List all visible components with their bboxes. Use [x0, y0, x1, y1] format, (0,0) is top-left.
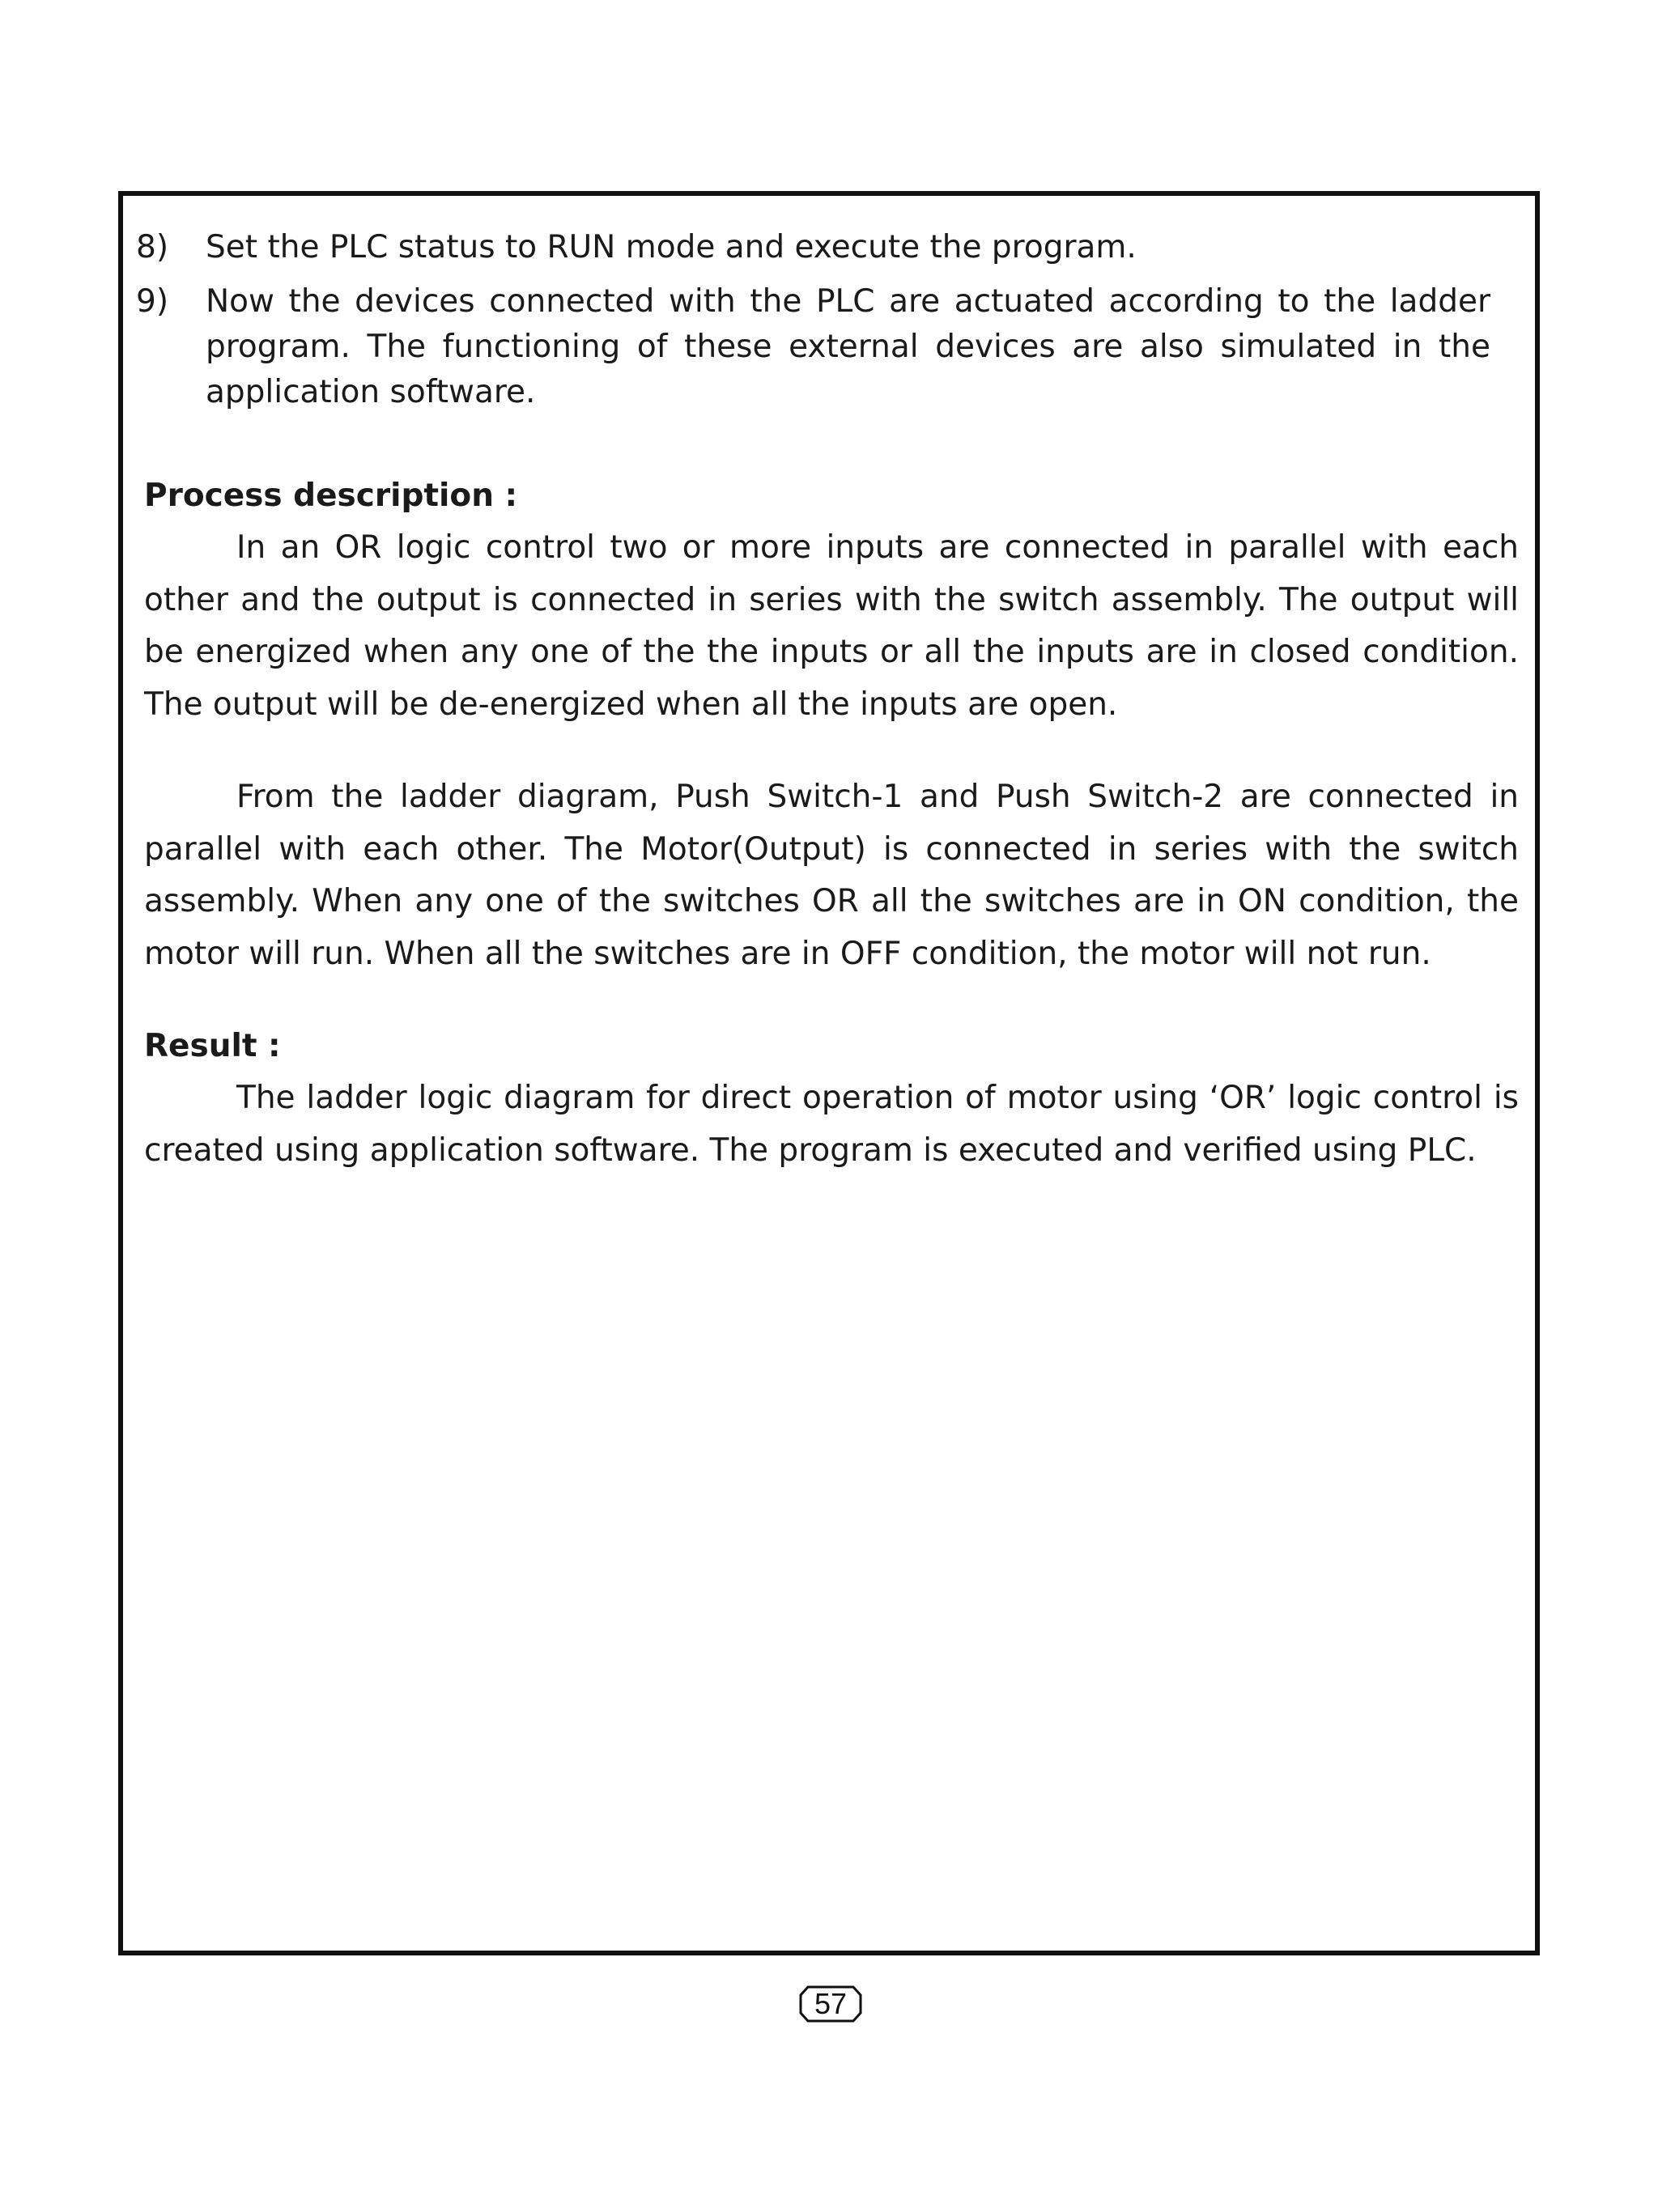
spacer: [136, 731, 1519, 771]
step-9: [136, 279, 1519, 415]
step-8: [136, 225, 1519, 270]
page-number: 57: [814, 1987, 848, 2020]
process-paragraph-2: From the ladder diagram, Push Switch-1 and Push Switch-2 are connected in parallel with each other. The Motor(Output) is connected in series with the switch assembly. When any one of the switches OR all the switches are in ON condition, the motor will run. When all the switches are in OFF condition, the motor will not run.: [144, 779, 1519, 972]
page-content: [136, 225, 1519, 1177]
step-number: 8): [136, 229, 169, 265]
result-heading: Result :: [144, 1028, 281, 1064]
step-number: 9): [136, 283, 169, 320]
spacer: [136, 980, 1519, 1021]
process-paragraph-1: In an OR logic control two or more inputs are connected in parallel with each other and the output is connected in series with the switch assembly. The output will be energized when any one of the the inputs or all the inputs are in closed condition. The output will be de-energized when all the inputs are open.: [144, 529, 1519, 723]
page-number-badge: [798, 1985, 863, 2023]
step-text: Now the devices connected with the PLC are actuated according to the ladder program. The functioning of these external devices are also simulated in the application software.: [206, 283, 1490, 410]
spacer: [136, 415, 1519, 470]
step-text: Set the PLC status to RUN mode and execute the program.: [206, 229, 1137, 265]
result-paragraph: The ladder logic diagram for direct operation of motor using ‘OR’ logic control is created using application software. The program is executed and verified using PLC.: [144, 1080, 1519, 1169]
content-frame: [118, 191, 1540, 1955]
process-description-heading: Process description :: [144, 478, 518, 514]
